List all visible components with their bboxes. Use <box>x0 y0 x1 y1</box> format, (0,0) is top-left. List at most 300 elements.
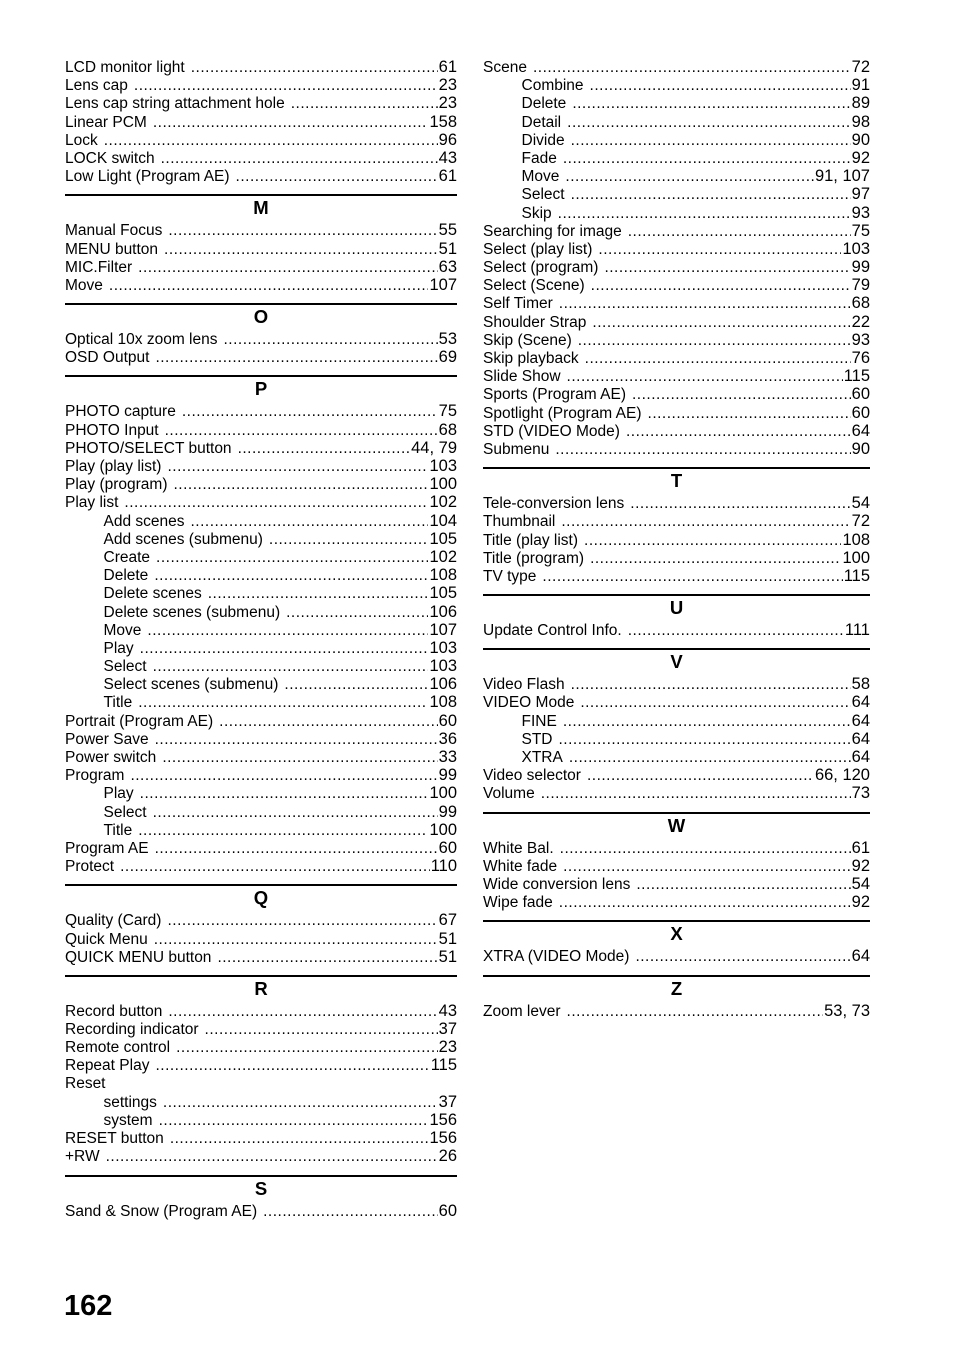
dot-leader <box>182 403 438 421</box>
index-entry <box>65 1075 457 1093</box>
index-entry <box>483 766 870 784</box>
entry-label: Self Timer <box>483 295 553 313</box>
entry-page-ref: 68 <box>851 294 870 313</box>
entry-page-ref: 54 <box>851 494 870 513</box>
dot-leader <box>156 549 428 567</box>
entry-label: Delete scenes (submenu) <box>103 603 281 621</box>
dot-leader <box>124 494 428 512</box>
dot-leader <box>563 858 851 876</box>
entry-page-ref: 91 <box>851 76 870 95</box>
entry-page-ref: 64 <box>851 748 870 766</box>
entry-page-ref: 75 <box>851 221 870 240</box>
dot-leader <box>286 604 428 622</box>
entry-label: Manual Focus <box>65 222 163 240</box>
index-entry <box>483 440 870 458</box>
entry-page-ref: 51 <box>438 947 457 966</box>
dot-leader <box>648 405 851 423</box>
section-header-z: Z <box>483 975 870 1002</box>
index-entry <box>65 930 457 948</box>
index-subentry <box>65 548 457 566</box>
section-header-w: W <box>483 812 870 839</box>
index-entry <box>483 857 870 875</box>
entry-page-ref: 158 <box>429 112 457 131</box>
entry-page-ref: 156 <box>429 1129 457 1148</box>
entry-label: Wipe fade <box>483 894 553 912</box>
index-entry <box>483 294 870 312</box>
entry-page-ref: 111 <box>844 621 870 640</box>
entry-label: PHOTO/SELECT button <box>65 439 232 457</box>
entry-label: Create <box>103 548 151 566</box>
entry-page-ref: 22 <box>851 312 870 331</box>
dot-leader <box>140 785 429 803</box>
entry-label: Skip playback <box>483 350 579 367</box>
index-subentry <box>483 94 870 112</box>
dot-leader <box>161 150 438 168</box>
index-entry <box>483 947 870 965</box>
entry-page-ref: 61 <box>438 58 457 76</box>
entry-label: Sports (Program AE) <box>483 386 626 404</box>
entry-label: Sand & Snow (Program AE) <box>65 1202 258 1220</box>
entry-page-ref: 64 <box>851 421 870 440</box>
dot-leader <box>541 785 851 803</box>
entry-page-ref: 89 <box>851 94 870 113</box>
entry-label: Slide Show <box>483 368 561 386</box>
entry-page-ref: 104 <box>429 511 457 530</box>
dot-leader <box>567 1003 824 1021</box>
entry-label: Quality (Card) <box>65 912 162 930</box>
dot-leader <box>590 77 851 95</box>
index-entry <box>483 240 870 258</box>
entry-page-ref: 64 <box>851 947 870 966</box>
dot-leader <box>284 676 428 694</box>
entry-label: Select (Scene) <box>483 277 585 295</box>
dot-leader <box>219 713 437 731</box>
entry-page-ref: 115 <box>843 367 870 386</box>
entry-label: Title (program) <box>483 549 585 567</box>
entry-label: Recording indicator <box>65 1021 199 1039</box>
dot-leader <box>636 876 850 894</box>
entry-page-ref: 61 <box>438 167 457 186</box>
entry-page-ref: 33 <box>438 748 457 766</box>
entry-page-ref: 23 <box>438 76 457 95</box>
dot-leader <box>134 77 438 95</box>
entry-page-ref: 110 <box>430 857 457 876</box>
entry-label: Move <box>103 621 142 639</box>
dot-leader <box>104 132 438 150</box>
entry-label: Play (play list) <box>65 458 162 475</box>
entry-page-ref: 93 <box>851 330 870 349</box>
index-entry <box>65 276 457 294</box>
section-header-m: M <box>65 194 457 221</box>
index-entry <box>65 493 457 511</box>
entry-label: system <box>103 1112 153 1129</box>
entry-label: Power switch <box>65 749 157 766</box>
index-entry <box>65 839 457 857</box>
entry-label: LCD monitor light <box>65 59 185 76</box>
entry-page-ref: 75 <box>438 402 457 421</box>
index-entry <box>65 1020 457 1038</box>
entry-label: PHOTO Input <box>65 421 159 439</box>
dot-leader <box>163 1094 438 1112</box>
entry-page-ref: 99 <box>438 802 457 821</box>
entry-page-ref: 105 <box>429 584 457 603</box>
section-header-p: P <box>65 375 457 402</box>
entry-page-ref: 60 <box>851 403 870 422</box>
dot-leader <box>138 694 428 712</box>
index-subentry <box>483 748 870 766</box>
dot-leader <box>159 1112 429 1130</box>
dot-leader <box>120 858 430 876</box>
entry-label: Searching for image <box>483 222 622 240</box>
index-subentry <box>65 784 457 802</box>
entry-page-ref: 69 <box>438 348 457 367</box>
dot-leader <box>587 767 814 785</box>
entry-label: FINE <box>521 712 557 730</box>
entry-label: Play list <box>65 494 119 512</box>
entry-label: STD (VIDEO Mode) <box>483 422 620 440</box>
entry-page-ref: 90 <box>851 130 870 149</box>
dot-leader <box>580 694 850 712</box>
dot-leader <box>628 223 851 241</box>
index-entry <box>65 712 457 730</box>
index-entry <box>483 839 870 857</box>
entry-page-ref: 102 <box>429 493 457 512</box>
entry-label: XTRA (VIDEO Mode) <box>483 948 630 966</box>
dot-leader <box>162 749 437 767</box>
entry-page-ref: 51 <box>438 929 457 948</box>
entry-label: STD <box>521 730 553 748</box>
entry-label: Record button <box>65 1002 163 1020</box>
index-entry <box>65 475 457 493</box>
dot-leader <box>561 513 850 531</box>
entry-label: Select (program) <box>483 259 599 277</box>
entry-label: PHOTO capture <box>65 403 176 421</box>
entry-label: Detail <box>521 113 562 131</box>
entry-label: Select scenes (submenu) <box>103 676 279 694</box>
index-column-left <box>65 58 457 1220</box>
entry-label: Reset <box>65 1074 106 1092</box>
index-entry <box>483 331 870 349</box>
entry-label: XTRA <box>521 749 563 766</box>
entry-label: Video selector <box>483 767 581 785</box>
index-subentry <box>483 204 870 222</box>
index-subentry <box>65 639 457 657</box>
index-entry <box>483 693 870 711</box>
entry-page-ref: 108 <box>429 693 457 712</box>
entry-page-ref: 55 <box>438 221 457 240</box>
entry-label: Delete scenes <box>103 585 202 603</box>
dot-leader <box>167 912 437 930</box>
entry-label: MENU button <box>65 240 159 258</box>
entry-label: Program <box>65 767 125 785</box>
entry-page-ref: 100 <box>429 475 457 494</box>
index-entry <box>65 402 457 420</box>
entry-label: OSD Output <box>65 349 150 367</box>
dot-leader <box>584 532 841 550</box>
dot-leader <box>155 840 438 858</box>
dot-leader <box>165 422 438 440</box>
entry-page-ref: 43 <box>438 148 457 167</box>
dot-leader <box>130 767 437 785</box>
index-entry <box>65 911 457 929</box>
entry-label: Volume <box>483 785 535 803</box>
index-entry <box>65 58 457 76</box>
entry-page-ref: 37 <box>438 1092 457 1111</box>
dot-leader <box>591 277 851 295</box>
section-header-r: R <box>65 975 457 1002</box>
index-entry <box>65 113 457 131</box>
entry-page-ref: 72 <box>851 58 870 76</box>
entry-page-ref: 60 <box>851 385 870 404</box>
index-entry <box>483 258 870 276</box>
index-entry <box>483 549 870 567</box>
entry-label: Portrait (Program AE) <box>65 712 214 730</box>
index-entry <box>483 567 870 585</box>
entry-page-ref: 92 <box>851 893 870 912</box>
index-entry <box>483 512 870 530</box>
index-entry <box>65 421 457 439</box>
entry-page-ref: 64 <box>851 711 870 730</box>
entry-label: Delete <box>103 567 149 585</box>
dot-leader <box>224 331 438 349</box>
dot-leader <box>155 731 438 749</box>
section-header-x: X <box>483 920 870 947</box>
index-subentry <box>65 675 457 693</box>
entry-page-ref: 72 <box>851 512 870 531</box>
entry-page-ref: 106 <box>429 602 457 621</box>
entry-page-ref: 64 <box>851 693 870 712</box>
entry-page-ref: 68 <box>438 420 457 439</box>
entry-label: Repeat Play <box>65 1057 150 1075</box>
entry-label: Select (play list) <box>483 240 593 258</box>
dot-leader <box>174 476 429 494</box>
entry-label: TV type <box>483 567 537 585</box>
entry-page-ref: 91, 107 <box>814 167 870 186</box>
dot-leader <box>205 1021 438 1039</box>
dot-leader <box>542 568 842 586</box>
dot-leader <box>630 495 850 513</box>
index-subentry <box>65 603 457 621</box>
entry-page-ref: 99 <box>438 766 457 785</box>
dot-leader <box>109 277 429 295</box>
index-subentry <box>483 131 870 149</box>
entry-page-ref: 67 <box>438 911 457 930</box>
entry-label: Move <box>65 276 103 294</box>
entry-label: Scene <box>483 59 527 76</box>
index-entry <box>483 222 870 240</box>
entry-label: Divide <box>521 131 565 149</box>
entry-label: Update Control Info. <box>483 622 622 640</box>
index-entry <box>65 240 457 258</box>
entry-label: Delete <box>521 95 567 113</box>
section-header-s: S <box>65 1175 457 1202</box>
entry-page-ref: 76 <box>851 349 870 367</box>
index-subentry <box>65 584 457 602</box>
index-subentry <box>65 621 457 639</box>
entry-label: Remote control <box>65 1039 171 1057</box>
dot-leader <box>604 259 850 277</box>
index-entry <box>65 748 457 766</box>
entry-page-ref: 96 <box>438 130 457 149</box>
index-entry <box>65 1056 457 1074</box>
entry-label: Select <box>103 803 147 821</box>
dot-leader <box>559 295 851 313</box>
index-subentry <box>483 167 870 185</box>
entry-label: Video Flash <box>483 676 565 694</box>
dot-leader <box>628 622 844 640</box>
entry-label: Low Light (Program AE) <box>65 168 230 186</box>
entry-page-ref: 115 <box>430 1056 457 1075</box>
entry-label: LOCK switch <box>65 149 155 167</box>
entry-page-ref: 60 <box>438 1201 457 1220</box>
entry-page-ref: 73 <box>851 784 870 803</box>
index-subentry <box>65 1093 457 1111</box>
entry-label: RESET button <box>65 1130 164 1148</box>
index-entry <box>65 766 457 784</box>
entry-page-ref: 107 <box>429 275 457 294</box>
entry-page-ref: 103 <box>842 239 870 258</box>
entry-page-ref: 23 <box>438 94 457 113</box>
entry-page-ref: 108 <box>842 530 870 549</box>
entry-label: Title <box>103 821 133 839</box>
entry-label: Select <box>521 186 565 204</box>
entry-page-ref: 54 <box>851 874 870 893</box>
index-entry <box>483 531 870 549</box>
entry-page-ref: 97 <box>851 185 870 204</box>
dot-leader <box>571 132 851 150</box>
dot-leader <box>590 550 841 568</box>
dot-leader <box>140 640 429 658</box>
entry-label: Fade <box>521 149 557 167</box>
entry-label: Title (play list) <box>483 531 579 549</box>
index-entry <box>483 621 870 639</box>
entry-label: Tele-conversion lens <box>483 495 625 513</box>
dot-leader <box>558 205 851 223</box>
entry-page-ref: 44, 79 <box>411 438 457 457</box>
entry-label: Optical 10x zoom lens <box>65 331 218 349</box>
entry-page-ref: 63 <box>438 257 457 276</box>
entry-page-ref: 156 <box>429 1111 457 1129</box>
index-subentry <box>483 149 870 167</box>
entry-label: Combine <box>521 77 584 95</box>
index-column-right <box>483 58 870 1020</box>
entry-page-ref: 92 <box>851 148 870 167</box>
index-entry <box>65 730 457 748</box>
entry-page-ref: 106 <box>429 675 457 694</box>
entry-label: Play <box>103 785 134 803</box>
index-subentry <box>65 1111 457 1129</box>
entry-label: White Bal. <box>483 839 554 857</box>
dot-leader <box>164 241 438 259</box>
dot-leader <box>559 894 851 912</box>
index-entry <box>65 1147 457 1165</box>
entry-page-ref: 115 <box>843 566 870 585</box>
entry-page-ref: 90 <box>851 439 870 458</box>
index-entry <box>483 675 870 693</box>
index-entry <box>483 1002 870 1020</box>
entry-label: MIC.Filter <box>65 258 133 276</box>
entry-page-ref: 108 <box>429 566 457 585</box>
index-entry <box>483 276 870 294</box>
index-entry <box>483 875 870 893</box>
entry-page-ref: 64 <box>851 729 870 748</box>
entry-page-ref: 53, 73 <box>824 1001 870 1020</box>
index-entry <box>65 149 457 167</box>
dot-leader <box>154 931 438 949</box>
index-entry <box>65 258 457 276</box>
entry-label: Add scenes (submenu) <box>103 530 263 548</box>
entry-page-ref: 37 <box>438 1020 457 1039</box>
dot-leader <box>571 676 851 694</box>
index-entry <box>483 313 870 331</box>
dot-leader <box>569 749 851 767</box>
entry-label: Skip <box>521 204 552 222</box>
entry-page-ref: 51 <box>438 239 457 258</box>
entry-page-ref: 100 <box>842 548 870 567</box>
dot-leader <box>291 95 438 113</box>
dot-leader <box>106 1148 438 1166</box>
entry-label: Play <box>103 639 134 657</box>
index-subentry <box>65 530 457 548</box>
dot-leader <box>208 585 429 603</box>
entry-page-ref: 36 <box>438 729 457 748</box>
index-entry <box>65 76 457 94</box>
dot-leader <box>155 1057 429 1075</box>
entry-label: Lens cap string attachment hole <box>65 95 285 113</box>
index-entry <box>65 1202 457 1220</box>
entry-label: Linear PCM <box>65 113 147 131</box>
section-header-v: V <box>483 648 870 675</box>
index-entry <box>483 494 870 512</box>
index-entry <box>65 330 457 348</box>
dot-leader <box>154 567 428 585</box>
dot-leader <box>571 186 851 204</box>
dot-leader <box>168 222 437 240</box>
dot-leader <box>168 1003 437 1021</box>
entry-label: Lens cap <box>65 77 128 95</box>
index-entry <box>483 385 870 403</box>
index-entry <box>65 348 457 366</box>
entry-label: Thumbnail <box>483 513 556 531</box>
dot-leader <box>560 840 851 858</box>
dot-leader <box>563 150 851 168</box>
index-subentry <box>483 730 870 748</box>
dot-leader <box>563 713 851 731</box>
entry-label: Program AE <box>65 839 149 857</box>
dot-leader <box>217 949 437 967</box>
entry-page-ref: 26 <box>438 1147 457 1166</box>
index-subentry <box>483 712 870 730</box>
dot-leader <box>153 658 429 676</box>
index-subentry <box>483 113 870 131</box>
section-header-o: O <box>65 303 457 330</box>
entry-label: Zoom lever <box>483 1002 561 1020</box>
entry-page-ref: 100 <box>429 784 457 803</box>
index-subentry <box>483 76 870 94</box>
entry-page-ref: 100 <box>429 820 457 839</box>
dot-leader <box>155 349 437 367</box>
dot-leader <box>572 95 850 113</box>
entry-page-ref: 103 <box>429 657 457 676</box>
dot-leader <box>138 822 428 840</box>
index-entry <box>65 131 457 149</box>
dot-leader <box>167 458 428 476</box>
entry-page-ref: 105 <box>429 529 457 548</box>
index-subentry <box>65 512 457 530</box>
entry-page-ref: 92 <box>851 856 870 875</box>
index-entry <box>65 94 457 112</box>
dot-leader <box>578 332 851 350</box>
